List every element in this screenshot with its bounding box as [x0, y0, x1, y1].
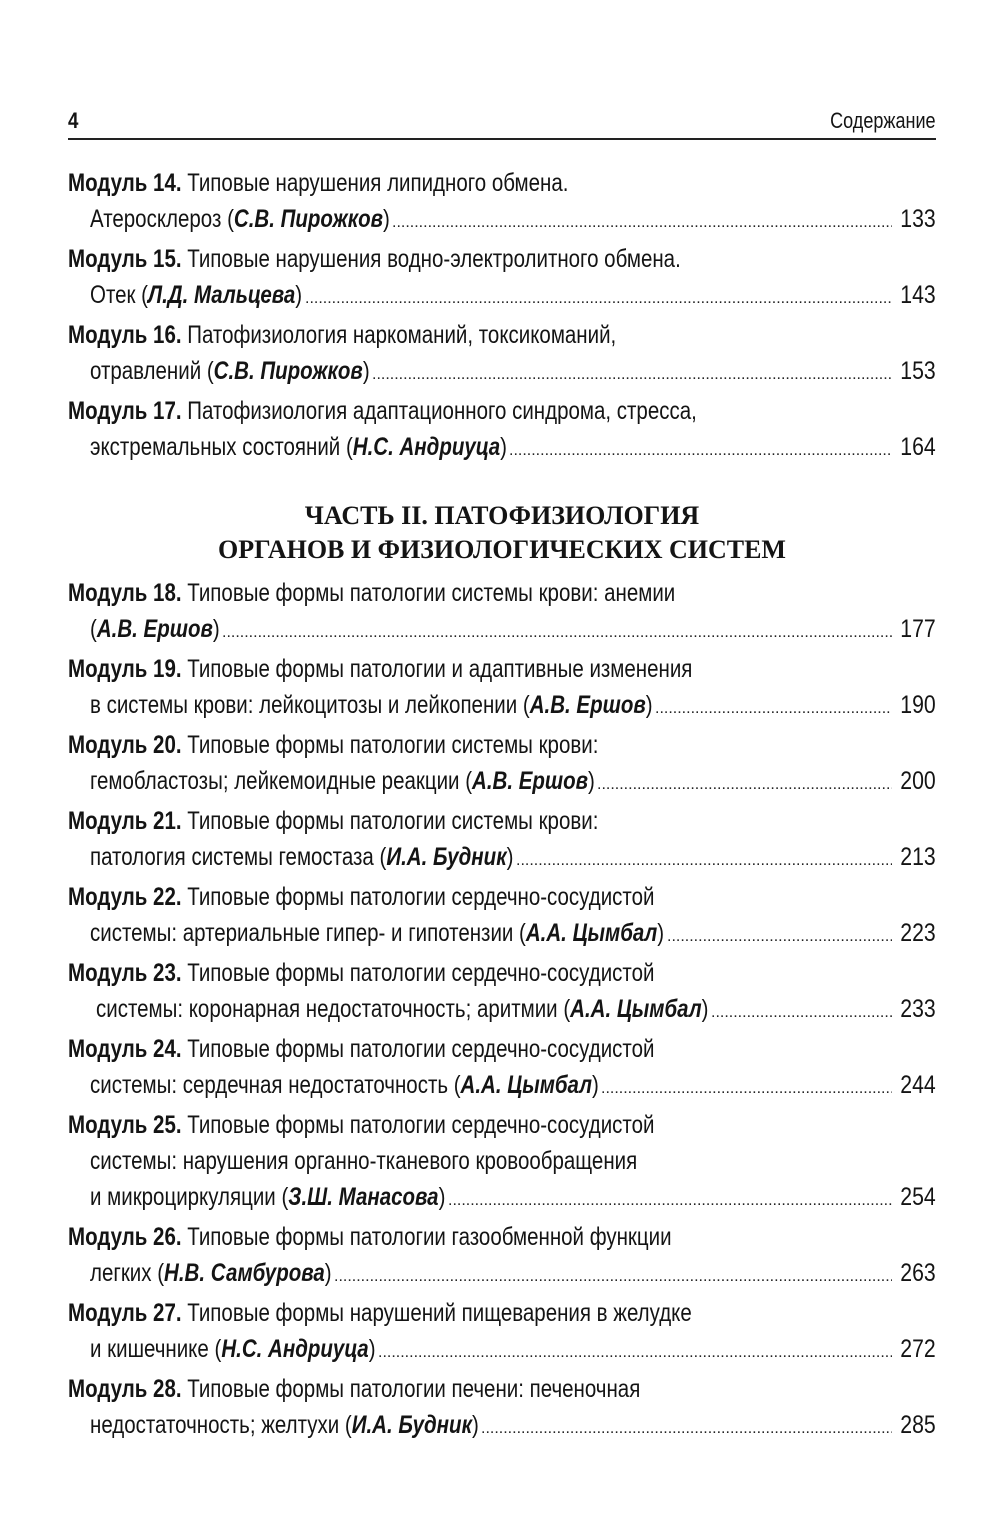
module-label: Модуль 27. [68, 1299, 182, 1327]
author-close-paren: ) [295, 281, 303, 309]
page-ref: 272 [900, 1335, 936, 1363]
module-title: Патофизиология адаптационного синдрома, стресса, [181, 397, 697, 425]
page-ref: 190 [900, 691, 936, 719]
page-ref: 254 [900, 1183, 936, 1211]
module-author: Н.С. Андриуца [221, 1335, 369, 1363]
module-author: Л.Д. Мальцева [148, 281, 296, 309]
author-close-paren: ) [591, 1071, 599, 1099]
part-2-heading-line-1: ЧАСТЬ II. ПАТОФИЗИОЛОГИЯ [304, 501, 700, 530]
module-label: Модуль 18. [68, 579, 182, 607]
author-close-paren: ) [657, 919, 665, 947]
module-title: Типовые формы нарушений пищеварения в желудке [181, 1299, 692, 1327]
module-author: А.В. Ершов [96, 615, 213, 643]
module-author: С.В. Пирожков [213, 357, 363, 385]
toc-entry-module-24[interactable] [68, 1031, 936, 1103]
author-close-paren: ) [701, 995, 709, 1023]
module-title-cont: в системы крови: лейкоцитозы и лейкопении ( [90, 691, 530, 719]
page-ref: 143 [900, 281, 936, 309]
dot-leader [334, 1259, 892, 1295]
module-title-cont: отравлений ( [90, 357, 214, 385]
module-title-cont: экстремальных состояний ( [90, 433, 353, 461]
author-close-paren: ) [645, 691, 653, 719]
module-title-cont: Атеросклероз ( [90, 205, 234, 233]
module-label: Модуль 25. [68, 1111, 182, 1139]
part-2-heading[interactable] [68, 499, 936, 567]
page-ref: 177 [900, 615, 936, 643]
module-title: Типовые нарушения липидного обмена. [181, 169, 569, 197]
page-header [68, 104, 936, 140]
page-ref: 263 [900, 1259, 936, 1287]
module-title-cont: системы: коронарная недостаточность; аритмии ( [96, 995, 571, 1023]
module-title-cont: легких ( [90, 1259, 165, 1287]
dot-leader [655, 691, 892, 727]
toc-entry-module-17[interactable] [68, 393, 936, 465]
module-title-cont: и микроциркуляции ( [90, 1183, 289, 1211]
author-close-paren: ) [588, 767, 595, 795]
module-label: Модуль 17. [68, 397, 182, 425]
module-title: Патофизиология наркоманий, токсикоманий, [181, 321, 617, 349]
page-ref: 133 [900, 205, 936, 233]
module-title-mid: системы: нарушения органно-тканевого кровообращения [90, 1147, 638, 1175]
dot-leader [222, 615, 892, 651]
toc-entry-module-14[interactable] [68, 165, 936, 237]
module-label: Модуль 24. [68, 1035, 182, 1063]
module-title: Типовые формы патологии сердечно-сосудистой [181, 1035, 655, 1063]
dot-leader [372, 357, 892, 393]
author-close-paren: ) [500, 433, 507, 461]
module-title: Типовые формы патологии сердечно-сосудистой [181, 959, 655, 987]
author-close-paren: ) [212, 615, 220, 643]
module-title-cont: ( [90, 615, 97, 643]
module-author: С.В. Пирожков [233, 205, 384, 233]
module-label: Модуль 23. [68, 959, 182, 987]
module-title: Типовые формы патологии и адаптивные изменения [181, 655, 693, 683]
module-title: Типовые формы патологии сердечно-сосудистой [181, 883, 655, 911]
module-author: А.А. Цымбал [570, 995, 702, 1023]
dot-leader [597, 767, 892, 803]
author-close-paren: ) [506, 843, 514, 871]
module-author: А.В. Ершов [529, 691, 646, 719]
author-close-paren: ) [362, 357, 370, 385]
module-label: Модуль 19. [68, 655, 182, 683]
page-ref: 244 [900, 1071, 936, 1099]
module-title-cont: гемобластозы; лейкемоидные реакции ( [90, 767, 473, 795]
author-close-paren: ) [368, 1335, 376, 1363]
dot-leader [509, 433, 892, 469]
page-number: 4 [68, 108, 79, 133]
toc-entry-module-27[interactable] [68, 1295, 936, 1367]
toc-entry-module-26[interactable] [68, 1219, 936, 1291]
dot-leader [305, 281, 892, 317]
module-title: Типовые нарушения водно-электролитного обмена. [181, 245, 681, 273]
toc-entry-module-23[interactable] [68, 955, 936, 1027]
module-title: Типовые формы патологии газообменной функции [181, 1223, 672, 1251]
module-title-cont: Отек ( [90, 281, 149, 309]
part-2-heading-line-2: ОРГАНОВ И ФИЗИОЛОГИЧЕСКИХ СИСТЕМ [218, 535, 786, 564]
module-title: Типовые формы патологии сердечно-сосудистой [181, 1111, 655, 1139]
page-ref: 200 [900, 767, 936, 795]
dot-leader [448, 1183, 892, 1219]
toc-entry-module-21[interactable] [68, 803, 936, 875]
module-label: Модуль 28. [68, 1375, 182, 1403]
module-author: И.А. Будник [351, 1411, 472, 1439]
module-author: А.А. Цымбал [525, 919, 658, 947]
module-author: З.Ш. Манасова [288, 1183, 439, 1211]
module-title: Типовые формы патологии системы крови: анемии [181, 579, 676, 607]
toc-entry-module-18[interactable] [68, 575, 936, 647]
toc-entry-module-28[interactable] [68, 1371, 936, 1443]
module-title-cont: системы: сердечная недостаточность ( [90, 1071, 461, 1099]
toc-entry-module-22[interactable] [68, 879, 936, 951]
module-label: Модуль 15. [68, 245, 182, 273]
module-author: А.А. Цымбал [460, 1071, 592, 1099]
toc-entry-module-19[interactable] [68, 651, 936, 723]
table-of-contents [68, 165, 936, 1443]
dot-leader [601, 1071, 892, 1107]
page-ref: 213 [900, 843, 936, 871]
author-close-paren: ) [383, 205, 390, 233]
page-ref: 153 [900, 357, 936, 385]
module-title-cont: патология системы гемостаза ( [90, 843, 387, 871]
page-ref: 285 [900, 1411, 936, 1439]
module-label: Модуль 16. [68, 321, 182, 349]
module-author: А.В. Ершов [472, 767, 589, 795]
module-label: Модуль 20. [68, 731, 182, 759]
author-close-paren: ) [438, 1183, 446, 1211]
module-title-cont: системы: артериальные гипер- и гипотензии ( [90, 919, 526, 947]
dot-leader [378, 1335, 892, 1371]
toc-entry-module-20[interactable] [68, 727, 936, 799]
running-title: Содержание [830, 108, 936, 133]
toc-entry-module-16[interactable] [68, 317, 936, 389]
module-title: Типовые формы патологии печени: печеночная [181, 1375, 641, 1403]
page-ref: 164 [900, 433, 936, 461]
toc-entry-module-15[interactable] [68, 241, 936, 313]
module-title: Типовые формы патологии системы крови: [181, 807, 599, 835]
page-ref: 233 [900, 995, 936, 1023]
module-author: И.А. Будник [386, 843, 507, 871]
module-label: Модуль 22. [68, 883, 182, 911]
module-label: Модуль 26. [68, 1223, 182, 1251]
dot-leader [516, 843, 892, 879]
page-ref: 223 [900, 919, 936, 947]
module-author: Н.С. Андриуца [352, 433, 501, 461]
dot-leader [481, 1411, 892, 1447]
dot-leader [711, 995, 892, 1031]
author-close-paren: ) [324, 1259, 332, 1287]
module-title: Типовые формы патологии системы крови: [181, 731, 599, 759]
module-label: Модуль 14. [68, 169, 182, 197]
dot-leader [392, 205, 892, 241]
module-author: Н.В. Самбурова [164, 1259, 325, 1287]
module-title-cont: недостаточность; желтухи ( [90, 1411, 352, 1439]
module-label: Модуль 21. [68, 807, 182, 835]
dot-leader [667, 919, 892, 955]
author-close-paren: ) [471, 1411, 479, 1439]
toc-entry-module-25[interactable] [68, 1107, 936, 1215]
module-title-cont: и кишечнике ( [90, 1335, 222, 1363]
